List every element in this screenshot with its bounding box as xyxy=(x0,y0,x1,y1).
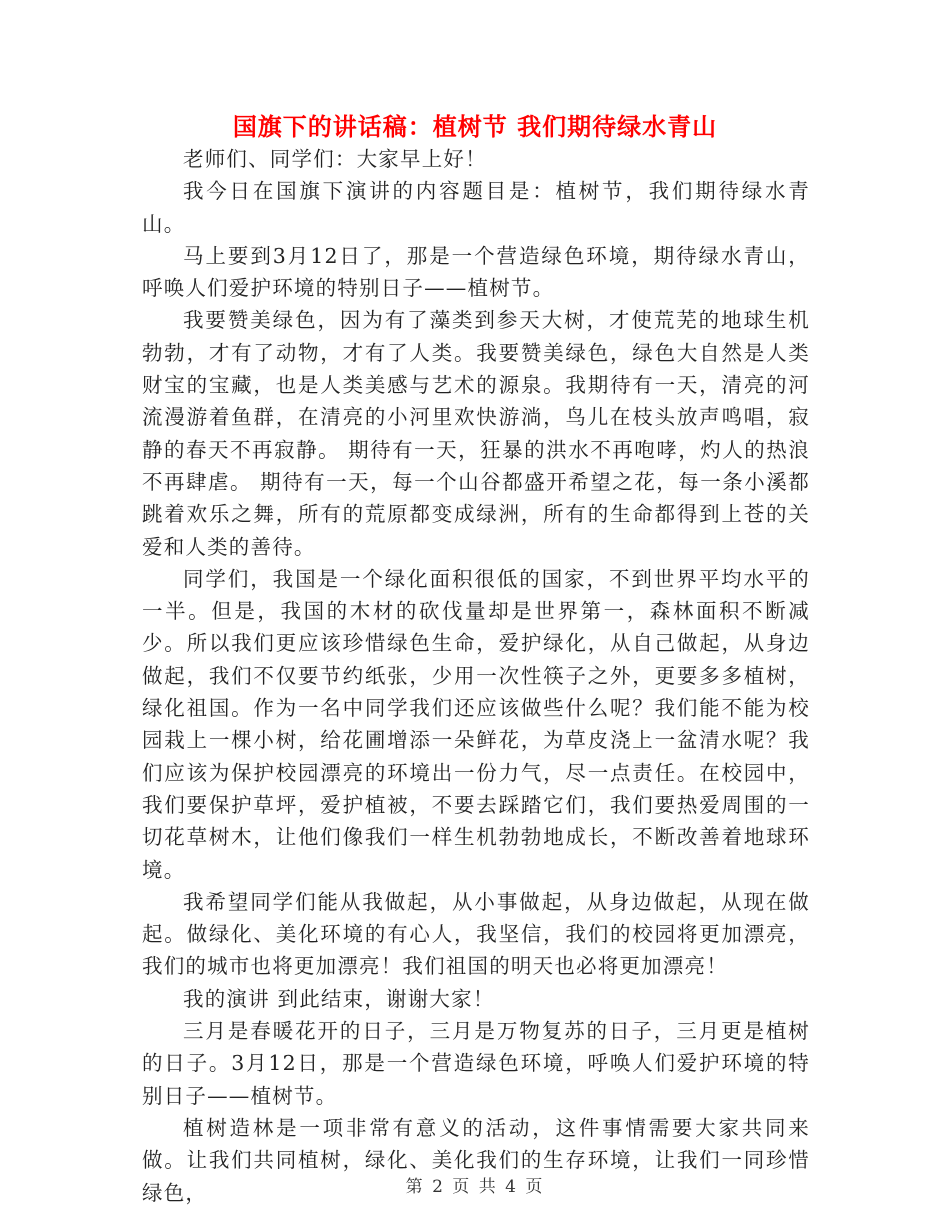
paragraph-start-from-me: 我希望同学们能从我做起，从小事做起，从身边做起，从现在做起。做绿化、美化环境的有心人，我坚信，我们的校园将更加漂亮，我们的城市也将更加漂亮！我们祖国的明天也必将更加漂亮！ xyxy=(142,889,810,979)
paragraph-topic: 我今日在国旗下演讲的内容题目是：植树节，我们期待绿水青山。 xyxy=(142,179,810,236)
paragraph-closing: 我的演讲 到此结束，谢谢大家！ xyxy=(183,986,495,1011)
document-title: 国旗下的讲话稿：植树节 我们期待绿水青山 xyxy=(232,112,718,141)
document-body xyxy=(142,143,810,1209)
paragraph-forest-protection: 同学们，我国是一个绿化面积很低的国家，不到世界平均水平的一半。但是，我国的木材的砍伐量却是世界第一，森林面积不断减少。所以我们更应该珍惜绿色生命，爱护绿化，从自己做起，从身边做起，我们不仅要节约纸张，少用一次性筷子之外，更要多多植树，绿化祖国。作为一名中同学我们还应该做些什么呢？我们能不能为校园栽上一棵小树，给花圃增添一朵鲜花，为草皮浇上一盆清水呢？我们应该为保护校园漂亮的环境出一份力气，尽一点责任。在校园中，我们要保护草坪，爱护植被，不要去踩踏它们，我们要热爱周围的一切花草树木，让他们像我们一样生机勃勃地成长，不断改善着地球环境。 xyxy=(142,566,810,882)
paragraph-planting: 植树造林是一项非常有意义的活动，这件事情需要大家共同来做。让我们共同植树，绿化、美化我们的生存环境，让我们一同珍惜绿色， xyxy=(142,1115,810,1205)
paragraph-arbor-day: 马上要到3月12日了，那是一个营造绿色环境，期待绿水青山，呼唤人们爱护环境的特别日子——植树节。 xyxy=(142,243,810,301)
paragraph-greeting: 老师们、同学们：大家早上好！ xyxy=(183,147,487,171)
paragraph-praise-green: 我要赞美绿色，因为有了藻类到参天大树，才使荒芜的地球生机勃勃，才有了动物，才有了人类。我要赞美绿色，绿色大自然是人类财宝的宝藏，也是人类美感与艺术的源泉。我期待有一天，清亮的河流漫游着鱼群，在清亮的小河里欢快游淌，鸟儿在枝头放声鸣唱，寂静的春天不再寂静。 期待有一天，狂暴的洪水不再咆哮，灼人的热浪不再肆虐。 期待有一天，每一个山谷都盛开希望之花，每一条小溪都跳着欢乐之舞，所有的荒原都变成绿洲，所有的生命都得到上苍的关爱和人类的善待。 xyxy=(142,308,810,559)
paragraph-march: 三月是春暖花开的日子，三月是万物复苏的日子，三月更是植树的日子。3月12日，那是一个营造绿色环境，呼唤人们爱护环境的特别日子——植树节。 xyxy=(142,1019,810,1108)
page-number-footer: 第 2 页 共 4 页 xyxy=(405,1177,545,1197)
